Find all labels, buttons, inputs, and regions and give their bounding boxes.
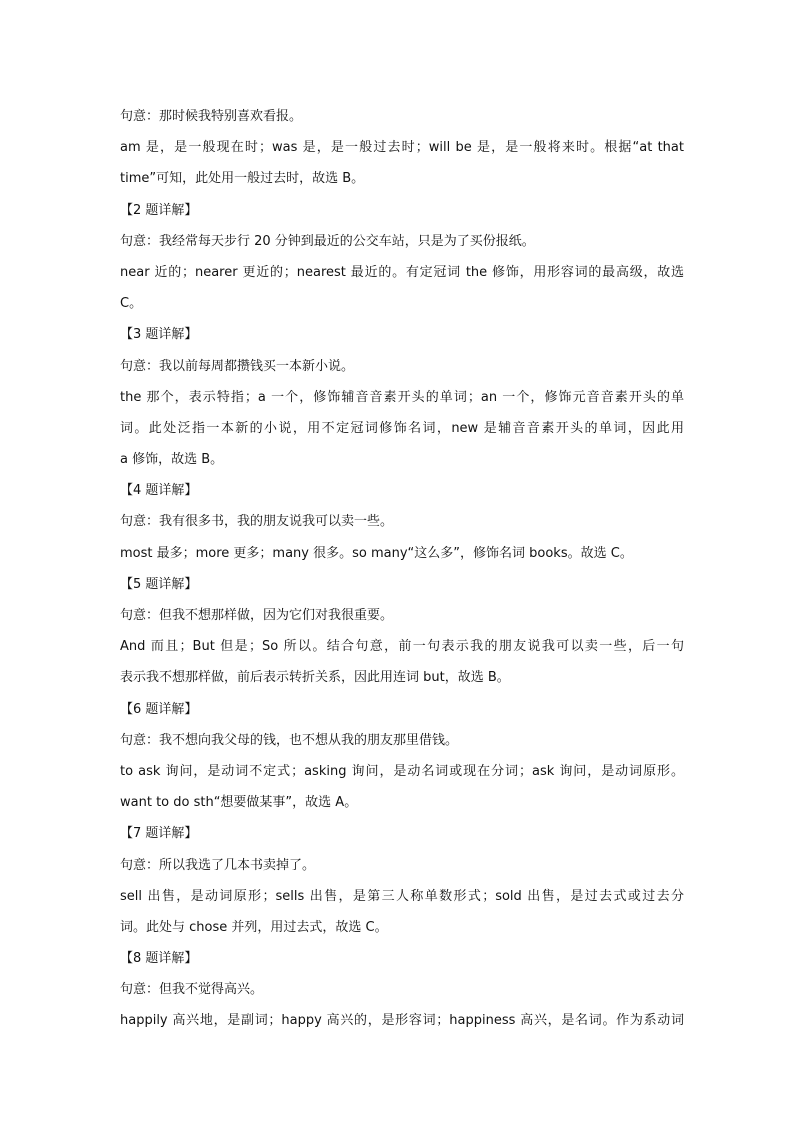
explanation-line: sell 出售，是动词原形；sells 出售，是第三人称单数形式；sold 出售，是过去式或过去分 (120, 888, 684, 904)
question-heading: 【2 题详解】 (120, 202, 198, 218)
sentence-meaning: 句意：我以前每周都攒钱买一本新小说。 (120, 358, 355, 374)
sentence-meaning: 句意：我不想向我父母的钱，也不想从我的朋友那里借钱。 (120, 732, 459, 748)
question-heading: 【4 题详解】 (120, 483, 198, 499)
explanation-line: to ask 询问，是动词不定式；asking 询问，是动名词或现在分词；ask 询问，是动词原形。 (120, 763, 684, 779)
sentence-meaning: 句意：那时候我特别喜欢看报。 (120, 109, 303, 124)
sentence-meaning: 句意：所以我选了几本书卖掉了。 (120, 857, 316, 873)
sentence-meaning: 句意：我经常每天步行 20 分钟到最近的公交车站，只是为了买份报纸。 (120, 233, 535, 249)
explanation-line: want to do sth“想要做某事”，故选 A。 (120, 795, 358, 811)
explanation-line: the 那个，表示特指；a 一个，修饰辅音音素开头的单词；an 一个，修饰元音音素开头的单 (120, 389, 684, 405)
explanation-line: time”可知，此处用一般过去时，故选 B。 (120, 171, 365, 187)
explanation-line: happily 高兴地，是副词；happy 高兴的，是形容词；happiness 高兴，是名词。作为系动词 (120, 1013, 684, 1029)
explanation-line: 词。此处泛指一本新的小说，用不定冠词修饰名词，new 是辅音音素开头的单词，因此用 (120, 420, 684, 436)
sentence-meaning: 句意：但我不想那样做，因为它们对我很重要。 (120, 608, 394, 623)
question-heading: 【6 题详解】 (120, 701, 198, 717)
sentence-meaning: 句意：我有很多书，我的朋友说我可以卖一些。 (120, 514, 394, 530)
question-heading: 【8 题详解】 (120, 951, 198, 967)
explanation-line: And 而且；But 但是；So 所以。结合句意，前一句表示我的朋友说我可以卖一些，后一句 (120, 639, 684, 655)
sentence-meaning: 句意：但我不觉得高兴。 (120, 982, 264, 998)
explanation-line: a 修饰，故选 B。 (120, 452, 224, 468)
explanation-line: near 近的；nearer 更近的；nearest 最近的。有定冠词 the 修饰，用形容词的最高级，故选 (120, 264, 684, 280)
explanation-line: 表示我不想那样做，前后表示转折关系，因此用连词 but，故选 B。 (120, 670, 510, 686)
question-heading: 【5 题详解】 (120, 576, 198, 592)
explanation-line: C。 (120, 296, 143, 312)
explanation-line: am 是，是一般现在时；was 是，是一般过去时；will be 是，是一般将来时。根据“at that (120, 140, 684, 156)
explanation-line: 词。此处与 chose 并列，用过去式，故选 C。 (120, 919, 388, 935)
question-heading: 【7 题详解】 (120, 826, 198, 842)
explanation-line: most 最多；more 更多；many 很多。so many“这么多”，修饰名词 books。故选 C。 (120, 545, 633, 561)
question-heading: 【3 题详解】 (120, 327, 198, 343)
